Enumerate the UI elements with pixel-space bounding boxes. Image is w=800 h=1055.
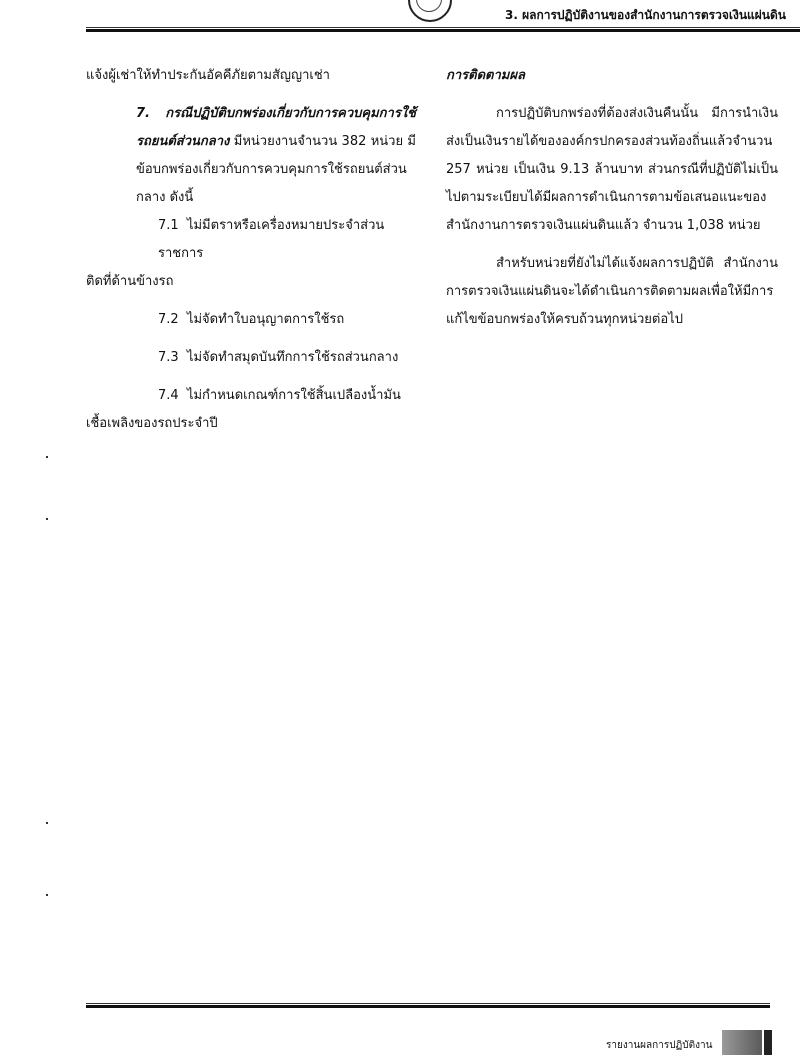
- scan-speck: [46, 822, 48, 824]
- footer-rule-thick: [86, 1005, 770, 1008]
- section-7-title: 7. กรณีปฏิบัติบกพร่องเกี่ยวกับการควบคุมการใช้รถยนต์ส่วนกลาง: [136, 106, 416, 149]
- footer-rule: [86, 1003, 770, 1004]
- list-item: [86, 212, 416, 268]
- intro-line: แจ้งผู้เช่าให้ทำประกันอัคคีภัยตามสัญญาเช่า: [86, 68, 330, 83]
- agency-seal-icon: [408, 0, 452, 22]
- item-continuation: เชื้อเพลิงของรถประจำปี: [86, 416, 218, 431]
- item-number: 7.2: [158, 312, 179, 327]
- list-item: [86, 344, 416, 372]
- item-number: 7.3: [158, 350, 179, 365]
- agency-seal-inner-ring: [416, 0, 442, 12]
- page-number-tab: [722, 1030, 762, 1055]
- header-title: 3. ผลการปฏิบัติงานของสำนักงานการตรวจเงินแผ่นดิน: [505, 8, 786, 22]
- item-text: ไม่กำหนดเกณฑ์การใช้สิ้นเปลืองน้ำมัน: [186, 388, 401, 403]
- item-text: ไม่จัดทำสมุดบันทึกการใช้รถส่วนกลาง: [186, 350, 399, 365]
- list-item: [86, 306, 416, 334]
- left-column: [86, 62, 416, 438]
- follow-up-heading: การติดตามผล: [446, 68, 525, 83]
- footer-label: รายงานผลการปฏิบัติงาน: [606, 1040, 713, 1051]
- scan-speck: [46, 894, 48, 896]
- item-number: 7.4: [158, 388, 179, 403]
- item-text: ไม่มีตราหรือเครื่องหมายประจำส่วนราชการ: [158, 218, 385, 261]
- section-7-body: มีหน่วยงานจำนวน 382 หน่วย มีข้อบกพร่องเกี่ยวกับการควบคุมการใช้รถยนต์ส่วนกลาง ดังนี้: [136, 134, 416, 205]
- page-tab-edge: [764, 1030, 772, 1055]
- header-rule: [86, 27, 800, 28]
- list-item: [86, 382, 416, 410]
- scan-speck: [46, 456, 48, 458]
- item-continuation: ติดที่ด้านข้างรถ: [86, 274, 174, 289]
- follow-up-paragraph-2: สำหรับหน่วยที่ยังไม่ได้แจ้งผลการปฏิบัติ สำนักงานการตรวจเงินแผ่นดินจะได้ดำเนินการติดตามผลเพื่อให้มีการแก้ไขข้อบกพร่องให้ครบถ้วนทุกหน่วยต่อไป: [446, 256, 778, 327]
- right-column: [446, 62, 778, 334]
- item-text: ไม่จัดทำใบอนุญาตการใช้รถ: [186, 312, 345, 327]
- header-rule-thick: [86, 29, 800, 32]
- scan-speck: [46, 518, 48, 520]
- item-number: 7.1: [158, 218, 179, 233]
- follow-up-paragraph-1: การปฏิบัติบกพร่องที่ต้องส่งเงินคืนนั้น มีการนำเงินส่งเป็นเงินรายได้ขององค์กรปกครองส่วนท้องถิ่นแล้วจำนวน 257 หน่วย เป็นเงิน 9.13 ล้านบาท ส่วนกรณีที่ปฏิบัติไม่เป็นไปตามระเบียบได้มีผลการดำเนินการตามข้อเสนอแนะของสำนักงานการตรวจเงินแผ่นดินแล้ว จำนวน 1,038 หน่วย: [446, 106, 778, 233]
- section-7-paragraph: [86, 100, 416, 212]
